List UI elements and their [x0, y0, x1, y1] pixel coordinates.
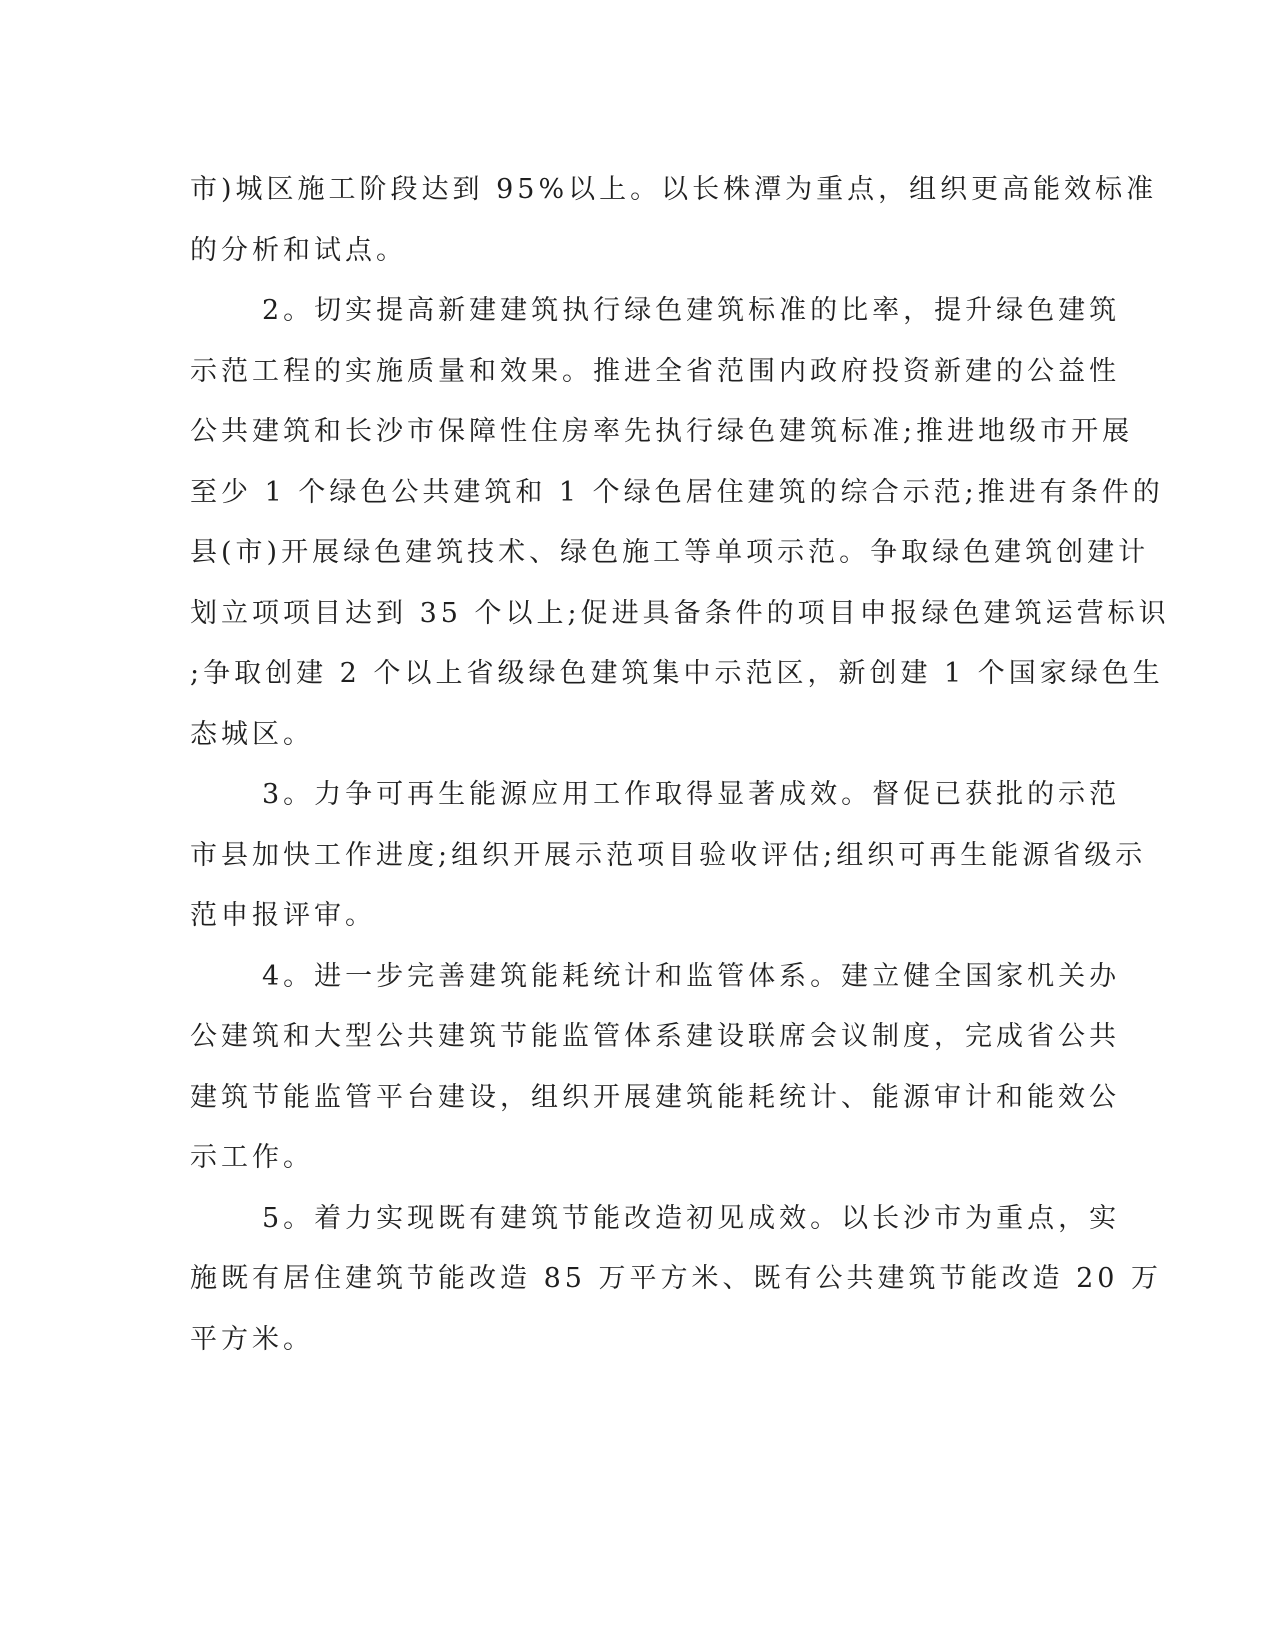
- text-line: 示范工程的实施质量和效果。推进全省范围内政府投资新建的公益性: [190, 355, 1120, 387]
- text-line: 示工作。: [190, 1142, 314, 1173]
- text-line: 市县加快工作进度;组织开展示范项目验收评估;组织可再生能源省级示: [190, 839, 1147, 871]
- text-line: 的分析和试点。: [190, 234, 407, 266]
- paragraph-3-renewable-energy: [190, 765, 1147, 947]
- text-line: 施既有居住建筑节能改造 85 万平方米、既有公共建筑节能改造 20 万: [190, 1263, 1163, 1294]
- text-line: 3。力争可再生能源应用工作取得显著成效。督促已获批的示范: [262, 779, 1121, 810]
- text-line: 4。进一步完善建筑能耗统计和监管体系。建立健全国家机关办: [262, 960, 1121, 992]
- paragraph-1-continuation: [190, 160, 1158, 281]
- text-line: ;争取创建 2 个以上省级绿色建筑集中示范区，新创建 1 个国家绿色生: [190, 658, 1164, 689]
- text-line: 至少 1 个绿色公共建筑和 1 个绿色居住建筑的综合示范;推进有条件的: [190, 476, 1164, 508]
- text-line: 市)城区施工阶段达到 95%以上。以长株潭为重点，组织更高能效标准: [190, 174, 1158, 205]
- text-line: 2。切实提高新建建筑执行绿色建筑标准的比率，提升绿色建筑: [262, 295, 1121, 326]
- text-line: 公共建筑和长沙市保障性住房率先执行绿色建筑标准;推进地级市开展: [190, 416, 1134, 447]
- paragraph-5-retrofit: [190, 1189, 1163, 1371]
- text-line: 平方米。: [190, 1323, 314, 1355]
- text-line: 划立项项目达到 35 个以上;促进具备条件的项目申报绿色建筑运营标识: [190, 597, 1170, 629]
- text-line: 范申报评审。: [190, 900, 376, 931]
- text-line: 公建筑和大型公共建筑节能监管体系建设联席会议制度，完成省公共: [190, 1021, 1120, 1052]
- paragraph-2-green-building: [190, 281, 1170, 765]
- text-line: 县(市)开展绿色建筑技术、绿色施工等单项示范。争取绿色建筑创建计: [190, 537, 1150, 568]
- paragraph-4-energy-statistics: [190, 947, 1121, 1189]
- document-body: [190, 160, 1170, 1370]
- text-line: 态城区。: [190, 718, 314, 750]
- text-line: 建筑节能监管平台建设，组织开展建筑能耗统计、能源审计和能效公: [190, 1081, 1120, 1113]
- text-line: 5。着力实现既有建筑节能改造初见成效。以长沙市为重点，实: [262, 1202, 1121, 1234]
